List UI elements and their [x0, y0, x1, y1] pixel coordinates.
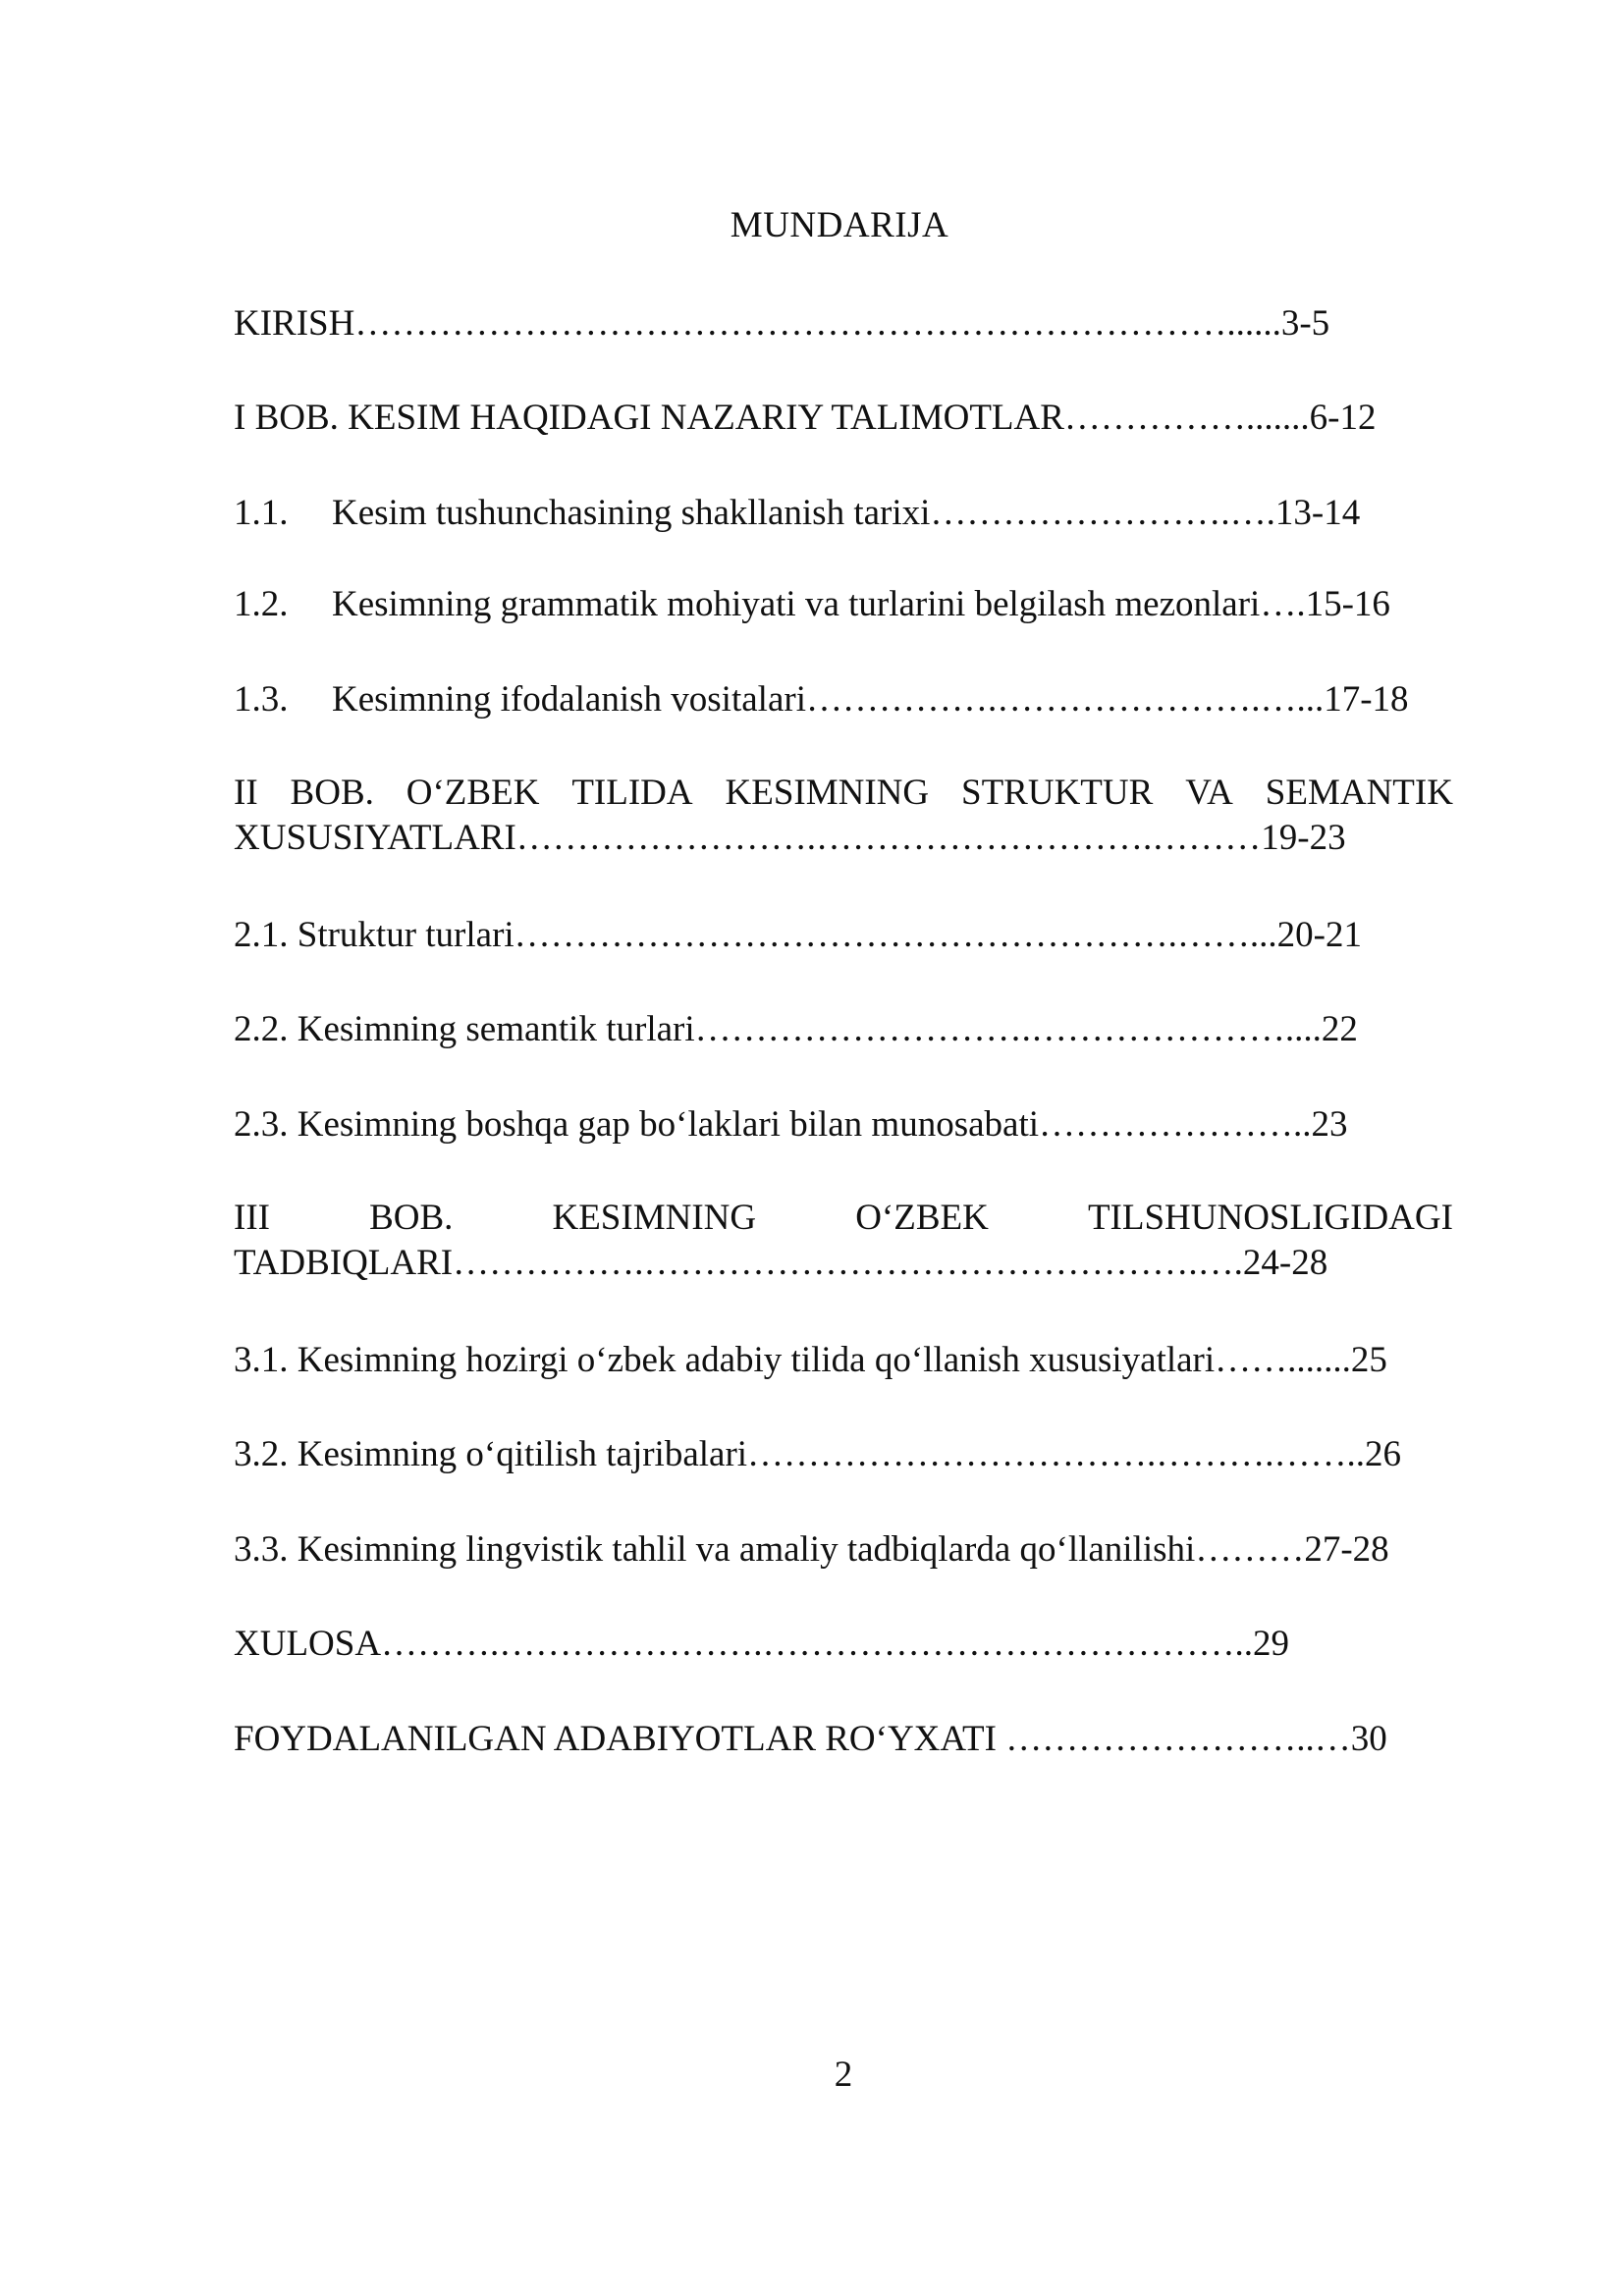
heading-word: O‘ZBEK [406, 773, 540, 813]
toc-entry-heading-line [234, 771, 1453, 816]
heading-word: II [234, 773, 258, 813]
toc-entry-text: FOYDALANILGAN ADABIYOTLAR RO‘YXATI ……………………..…30 [234, 1719, 1387, 1759]
toc-entry-3-1 [234, 1338, 1387, 1383]
heading-word: TILSHUNOSLIGIDAGI [1087, 1198, 1453, 1238]
toc-entry-text: 3.2. Kesimning o‘qitilish tajribalari…………………………….……….……..26 [234, 1434, 1402, 1474]
toc-entry-text: 2.3. Kesimning boshqa gap bo‘laklari bilan munosabati…………………..23 [234, 1104, 1348, 1145]
toc-entry-1-1 [234, 491, 1360, 536]
heading-word: STRUKTUR [961, 773, 1154, 813]
toc-entry-1-3 [234, 677, 1409, 722]
page-title: MUNDARIJA [730, 205, 949, 245]
toc-entry-2-3 [234, 1102, 1348, 1148]
toc-entry-3-2 [234, 1432, 1401, 1477]
toc-entry-text: 3.3. Kesimning lingvistik tahlil va amaliy tadbiqlarda qo‘llanilishi………27-28 [234, 1529, 1389, 1570]
toc-entry-number: 1.1. [234, 493, 289, 533]
toc-entry-text: KIRISH………………………………………………………………......3-5 [234, 303, 1330, 344]
toc-entry-2-2 [234, 1007, 1358, 1052]
heading-word: BOB. [290, 773, 374, 813]
heading-word: KESIMNING [725, 773, 930, 813]
toc-entry-number: 1.3. [234, 679, 289, 720]
toc-entry-1-2 [234, 582, 1390, 627]
toc-entry-foydalanilgan [234, 1717, 1387, 1762]
toc-entry-3-3 [234, 1527, 1389, 1573]
toc-entry-text: 3.1. Kesimning hozirgi o‘zbek adabiy tilida qo‘llanish xususiyatlari…….......25 [234, 1340, 1387, 1380]
toc-entry-text: Kesimning grammatik mohiyati va turlarini belgilash mezonlari….15-16 [332, 584, 1390, 624]
toc-entry-2-1 [234, 913, 1362, 958]
toc-entry-text: XULOSA……….………………….…………………………………..29 [234, 1624, 1290, 1664]
toc-entry-bob2 [234, 771, 1453, 861]
toc-entry-text: Kesim tushunchasining shakllanish tarixi…………………….….13-14 [332, 493, 1361, 533]
toc-entry-text: 2.2. Kesimning semantik turlari……………………….…………………....22 [234, 1009, 1358, 1049]
toc-entry-continuation: TADBIQLARI…………….……………………………………….….24-28 [234, 1243, 1328, 1283]
toc-entry-number: 1.2. [234, 584, 289, 624]
heading-word: O‘ZBEK [855, 1198, 989, 1238]
toc-entry-kirish [234, 301, 1329, 347]
toc-entry-text: I BOB. KESIM HAQIDAGI NAZARIY TALIMOTLAR…………….......6-12 [234, 398, 1377, 438]
toc-entry-xulosa [234, 1622, 1289, 1667]
toc-entry-continuation: XUSUSIYATLARI…………………….……………………….………19-23 [234, 818, 1346, 858]
toc-entry-text: Kesimning ifodalanish vositalari…………….………………….…...17-18 [332, 679, 1409, 720]
heading-word: III [234, 1198, 270, 1238]
toc-entry-heading-line [234, 1196, 1453, 1241]
heading-word: BOB. [369, 1198, 454, 1238]
heading-word: VA [1185, 773, 1233, 813]
heading-word: TILIDA [571, 773, 693, 813]
toc-entry-bob1 [234, 396, 1377, 441]
heading-word: KESIMNING [552, 1198, 757, 1238]
heading-word: SEMANTIK [1265, 773, 1453, 813]
page-number: 2 [834, 2055, 853, 2095]
toc-entry-bob3 [234, 1196, 1453, 1286]
toc-entry-text: 2.1. Struktur turlari……………………………………………….……...20-21 [234, 915, 1363, 955]
